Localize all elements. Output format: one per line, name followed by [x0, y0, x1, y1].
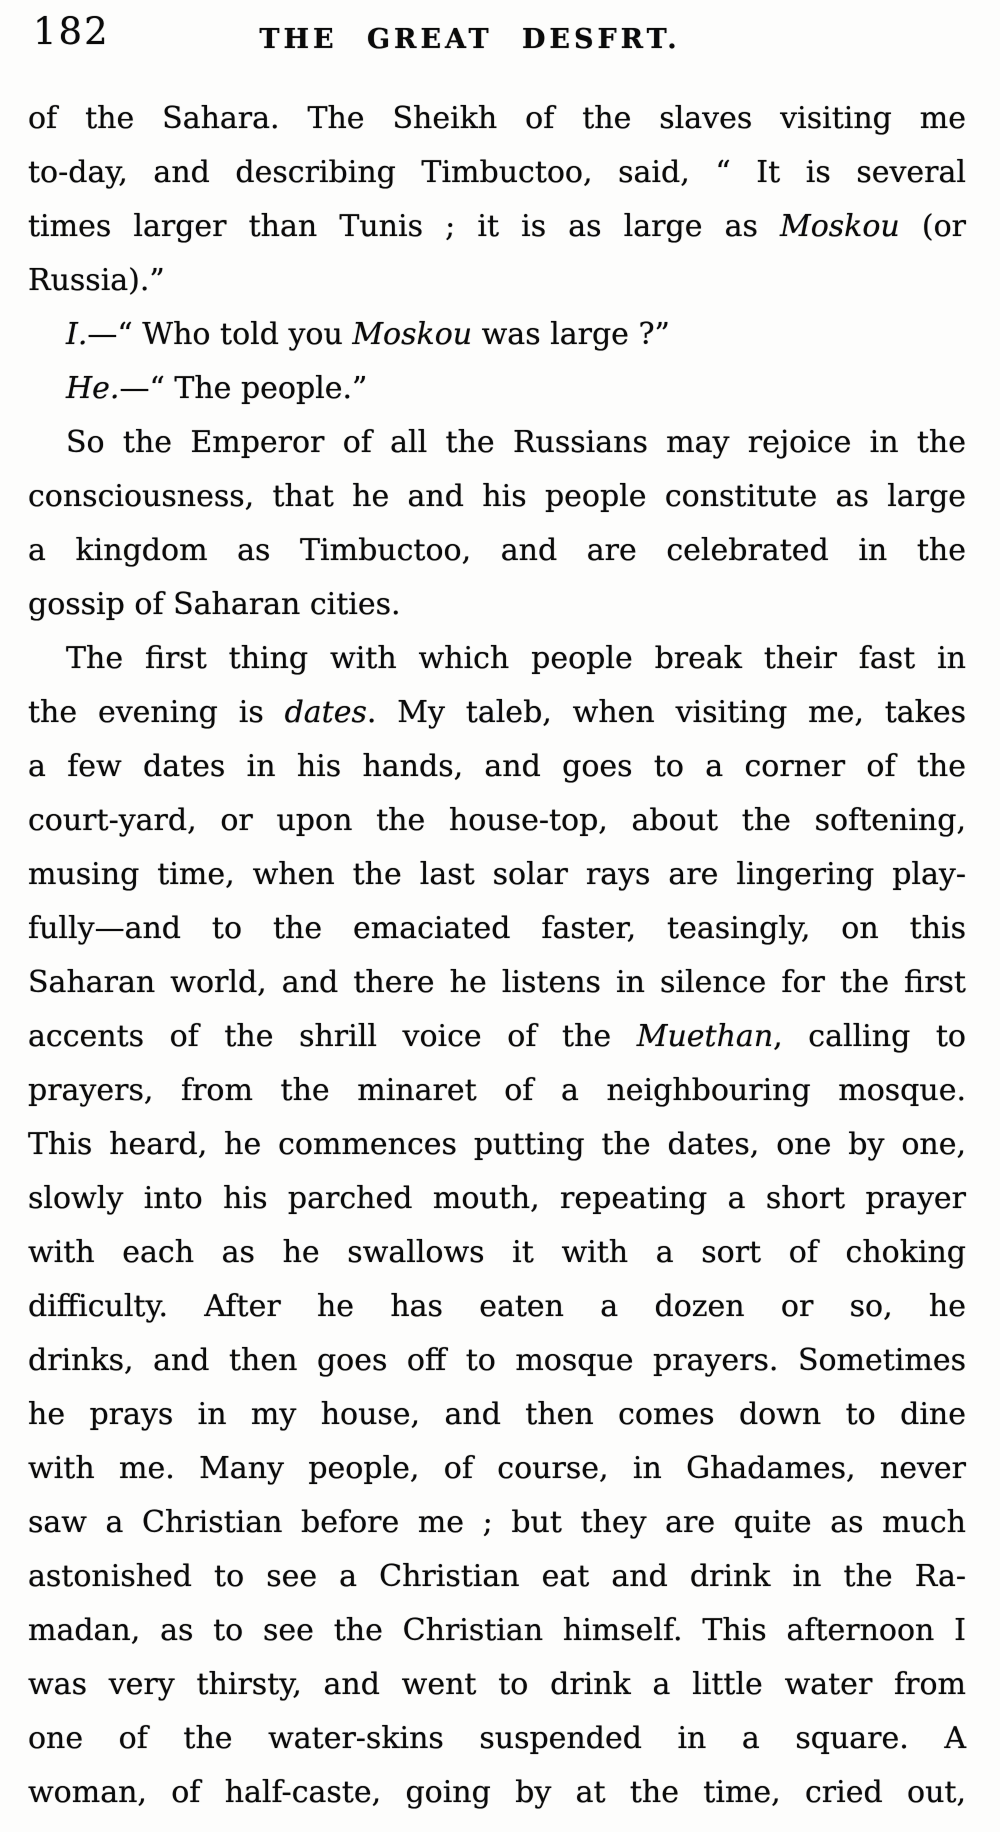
text-line [28, 200, 966, 254]
text-run: astonished to see a Christian eat and drink in the Ra- [28, 1559, 966, 1594]
text-run: gossip of Saharan cities. [28, 587, 401, 622]
text-run: with each as he swallows it with a sort of choking [28, 1235, 966, 1270]
italic-text: Moskou [780, 209, 900, 244]
italic-text: dates [284, 695, 367, 730]
text-run: —“ The people.” [119, 371, 368, 406]
text-run: saw a Christian before me ; but they are quite as much [28, 1505, 966, 1540]
text-line [28, 902, 966, 956]
text-run: musing time, when the last solar rays are lingering play- [28, 857, 966, 892]
text-run: , calling to [773, 1019, 966, 1054]
text-run: The first thing with which people break their fast in [66, 641, 966, 676]
text-run: difficulty. After he has eaten a dozen or so, he [28, 1289, 966, 1324]
text-run: This heard, he commences putting the dates, one by one, [28, 1127, 966, 1162]
italic-text: Moskou [352, 317, 473, 352]
text-line [28, 1766, 966, 1820]
text-line [28, 1496, 966, 1550]
italic-text: Muethan [636, 1019, 774, 1054]
text-run: fully—and to the emaciated faster, teasingly, on this [28, 911, 966, 946]
text-line [28, 848, 966, 902]
text-line [28, 1280, 966, 1334]
text-line [28, 92, 966, 146]
text-line [28, 524, 966, 578]
text-run: (or [899, 209, 966, 244]
text-line [28, 416, 966, 470]
page-body [28, 92, 966, 1820]
text-line [28, 1010, 966, 1064]
text-line [28, 1334, 966, 1388]
text-line [28, 1064, 966, 1118]
text-run: consciousness, that he and his people constitute as large [28, 479, 966, 514]
text-run: of the Sahara. The Sheikh of the slaves visiting me [28, 101, 966, 136]
text-line [28, 1550, 966, 1604]
text-run: . My taleb, when visiting me, takes [366, 695, 966, 730]
text-run: —“ Who told you [87, 317, 353, 352]
text-line [28, 1118, 966, 1172]
text-run: he prays in my house, and then comes down to dine [28, 1397, 966, 1432]
text-run: Saharan world, and there he listens in silence for the first [28, 965, 966, 1000]
text-run: one of the water-skins suspended in a square. A [28, 1721, 966, 1756]
text-run: to-day, and describing Timbuctoo, said, “ It is several [28, 155, 966, 190]
text-run: drinks, and then goes off to mosque prayers. Sometimes [28, 1343, 966, 1378]
text-line [28, 1658, 966, 1712]
text-run: So the Emperor of all the Russians may rejoice in the [66, 425, 966, 460]
text-run: prayers, from the minaret of a neighbouring mosque. [28, 1073, 966, 1108]
text-run: woman, of half-caste, going by at the time, cried out, [28, 1775, 966, 1810]
text-line [28, 362, 966, 416]
text-run: a kingdom as Timbuctoo, and are celebrated in the [28, 533, 966, 568]
text-run: a few dates in his hands, and goes to a corner of the [28, 749, 966, 784]
page-number: 182 [33, 10, 110, 53]
text-line [28, 1172, 966, 1226]
text-run: Russia).” [28, 263, 165, 298]
text-line [28, 1442, 966, 1496]
text-run: slowly into his parched mouth, repeating a short prayer [28, 1181, 966, 1216]
text-line [28, 1388, 966, 1442]
text-line [28, 146, 966, 200]
text-line [28, 632, 966, 686]
text-line [28, 740, 966, 794]
text-line [28, 578, 966, 632]
text-run: was very thirsty, and went to drink a little water from [28, 1667, 966, 1702]
text-line [28, 794, 966, 848]
text-run: with me. Many people, of course, in Ghadames, never [28, 1451, 966, 1486]
text-run: times larger than Tunis ; it is as large as [28, 209, 780, 244]
italic-text: He. [66, 371, 120, 406]
italic-text: I. [66, 317, 88, 352]
text-line [28, 308, 966, 362]
running-title: THE GREAT DESFRT. [259, 24, 681, 55]
text-line [28, 470, 966, 524]
text-run: madan, as to see the Christian himself. This afternoon I [28, 1613, 966, 1648]
text-line [28, 1226, 966, 1280]
text-line [28, 1712, 966, 1766]
text-run: the evening is [28, 695, 285, 730]
text-run: accents of the shrill voice of the [28, 1019, 637, 1054]
text-run: court-yard, or upon the house-top, about the softening, [28, 803, 966, 838]
text-line [28, 254, 966, 308]
text-line [28, 686, 966, 740]
text-run: was large ?” [472, 317, 670, 352]
text-line [28, 1604, 966, 1658]
text-line [28, 956, 966, 1010]
